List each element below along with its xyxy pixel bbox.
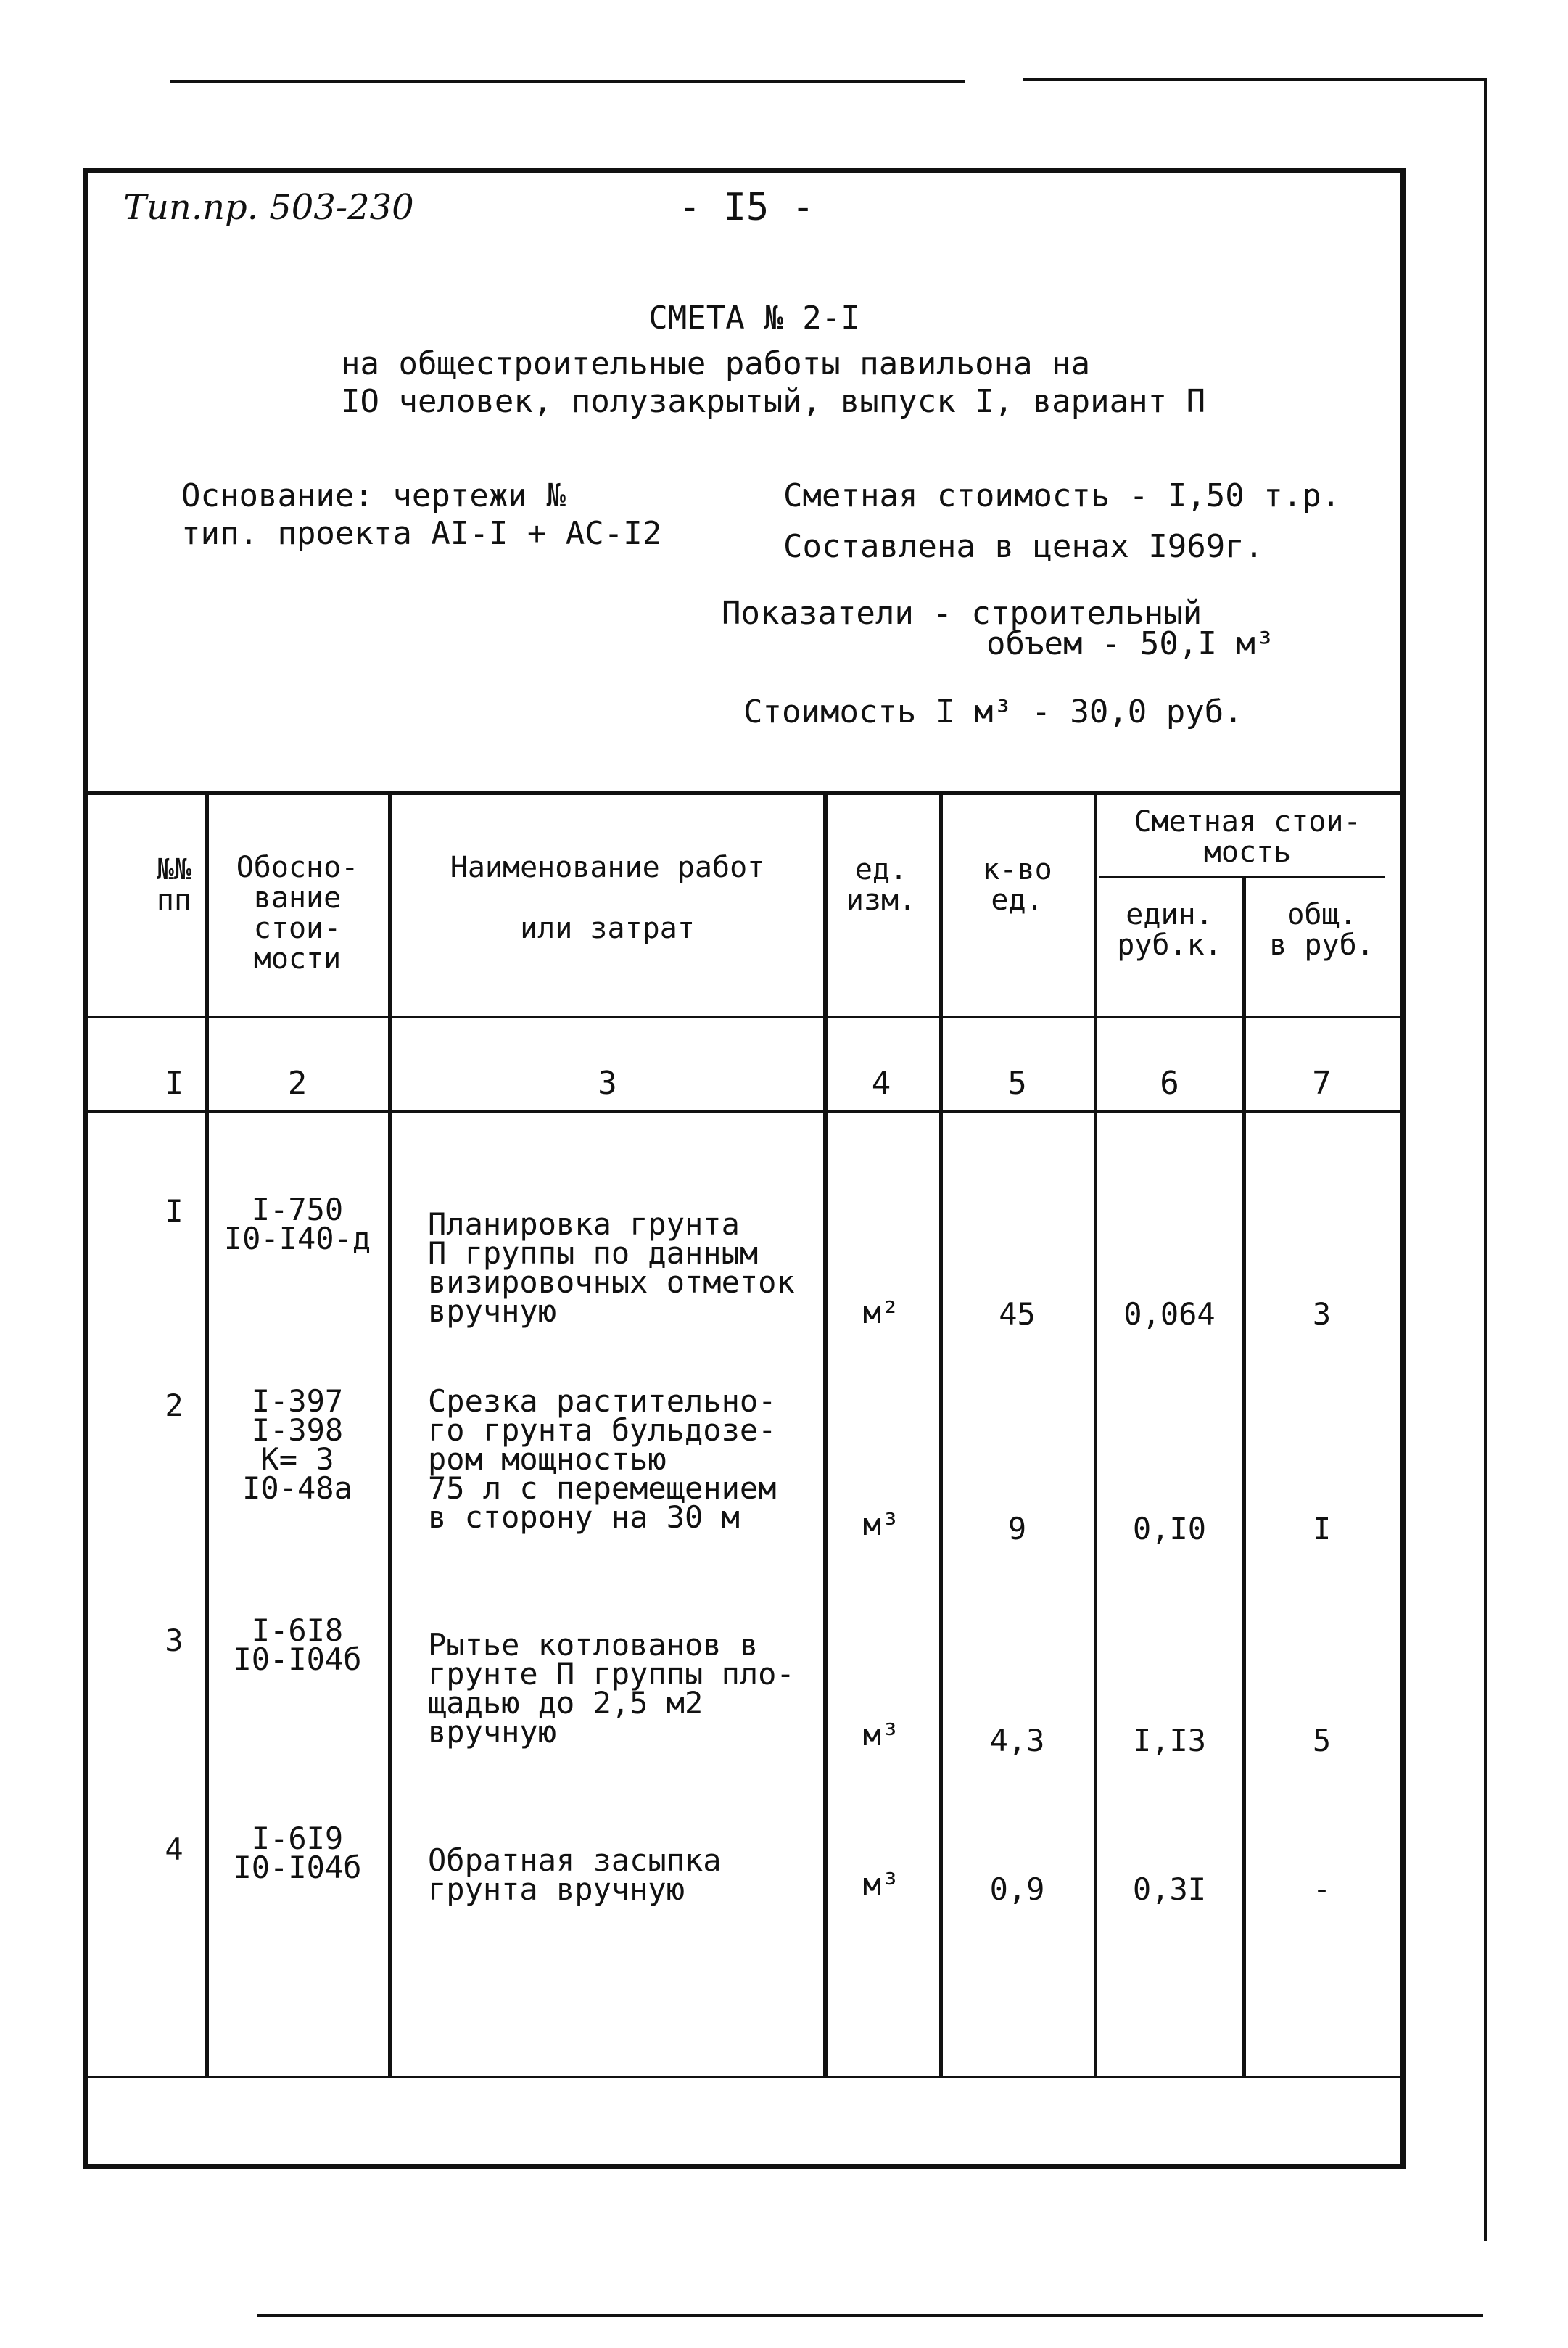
- row-total: 3: [1312, 1296, 1332, 1332]
- row-unit: м³: [862, 1866, 900, 1902]
- row-unit: м³: [862, 1507, 900, 1542]
- unit-cost: Стоимость I м³ - 30,0 руб.: [743, 693, 1243, 730]
- col-number-6: 6: [1160, 1065, 1179, 1102]
- row-name: Срезка растительно- го грунта бульдозе- ром мощностью 75 л с перемещением в сторону на 30 м: [428, 1383, 777, 1535]
- scan-edge-right: [1484, 80, 1487, 2241]
- header-qty: к-во ед.: [982, 853, 1052, 917]
- header-unit: ед. изм.: [846, 853, 917, 917]
- col-number-1: I: [164, 1065, 184, 1102]
- basis-line-1: Основание: чертежи №: [181, 477, 566, 514]
- row-unit-price: I,I3: [1132, 1723, 1207, 1758]
- estimated-cost: Сметная стоимость - I,50 т.р.: [783, 477, 1341, 514]
- row-num: 3: [165, 1623, 183, 1658]
- estimate-title: СМЕТА № 2-I: [648, 300, 860, 337]
- col-divider-5: [1094, 794, 1097, 2077]
- indicators-line-2: объем - 50,I м³: [986, 625, 1275, 662]
- row-unit: м²: [862, 1295, 900, 1330]
- row-name: Обратная засыпка грунта вручную: [428, 1842, 722, 1907]
- col-number-4: 4: [871, 1065, 891, 1102]
- row-basis: I-6I8 I0-I04б: [233, 1612, 362, 1677]
- row-total: I: [1312, 1511, 1332, 1546]
- col-divider-6: [1242, 876, 1246, 2077]
- header-cost-group: Сметная стои- мость: [1134, 805, 1361, 869]
- scan-edge-bottom: [257, 2314, 1483, 2317]
- row-basis: I-6I9 I0-I04б: [233, 1821, 362, 1885]
- row-qty: 45: [999, 1296, 1036, 1332]
- scan-edge-top-right: [1023, 78, 1487, 81]
- row-qty: 4,3: [989, 1723, 1045, 1758]
- table-bottom-border: [88, 2076, 1401, 2078]
- header-bottom-border: [88, 1016, 1401, 1018]
- row-basis: I-397 I-398 К= 3 I0-48а: [242, 1383, 352, 1506]
- header-num: №№ пп: [156, 853, 192, 917]
- row-num: 2: [165, 1388, 183, 1423]
- scan-edge-top: [170, 80, 965, 83]
- col-divider-1: [205, 794, 209, 2077]
- row-qty: 9: [1007, 1511, 1027, 1546]
- col-number-7: 7: [1312, 1065, 1332, 1102]
- table-top-border: [88, 791, 1401, 795]
- col-number-2: 2: [287, 1065, 308, 1102]
- col-divider-2: [388, 794, 392, 2077]
- row-name: Планировка грунта П группы по данным визировочных отметок вручную: [428, 1206, 795, 1329]
- estimate-subtitle-2: IO человек, полузакрытый, выпуск I, вариант П: [341, 383, 1206, 420]
- row-num: 4: [165, 1832, 183, 1867]
- row-qty: 0,9: [989, 1871, 1045, 1907]
- indicators-line-1: Показатели - строительный: [722, 595, 1202, 632]
- col-numbers-bottom-border: [88, 1110, 1401, 1113]
- price-basis: Составлена в ценах I969г.: [783, 528, 1264, 565]
- col-number-5: 5: [1007, 1065, 1027, 1102]
- page-number: - I5 -: [678, 186, 814, 229]
- header-unit-price: един. руб.к.: [1117, 898, 1222, 962]
- header-basis: Обосно- вание стои- мости: [236, 851, 359, 976]
- row-unit-price: 0,3I: [1132, 1871, 1207, 1907]
- header-total: общ. в руб.: [1269, 898, 1374, 962]
- estimate-subtitle-1: на общестроительные работы павильона на: [341, 345, 1091, 382]
- row-unit-price: 0,064: [1123, 1296, 1216, 1332]
- project-code: Тип.пр. 503-230: [123, 187, 414, 228]
- row-total: -: [1312, 1871, 1332, 1907]
- header-name: Наименование работ или затрат: [450, 851, 765, 945]
- row-unit-price: 0,I0: [1132, 1511, 1207, 1546]
- col-number-3: 3: [598, 1065, 617, 1102]
- row-basis: I-750 I0-I40-д: [223, 1192, 371, 1256]
- row-unit: м³: [862, 1717, 900, 1752]
- row-total: 5: [1312, 1723, 1332, 1758]
- row-num: I: [165, 1193, 183, 1229]
- basis-line-2: тип. проекта АI-I + АС-I2: [181, 515, 662, 552]
- row-name: Рытье котлованов в грунте П группы пло- щадью до 2,5 м2 вручную: [428, 1627, 795, 1750]
